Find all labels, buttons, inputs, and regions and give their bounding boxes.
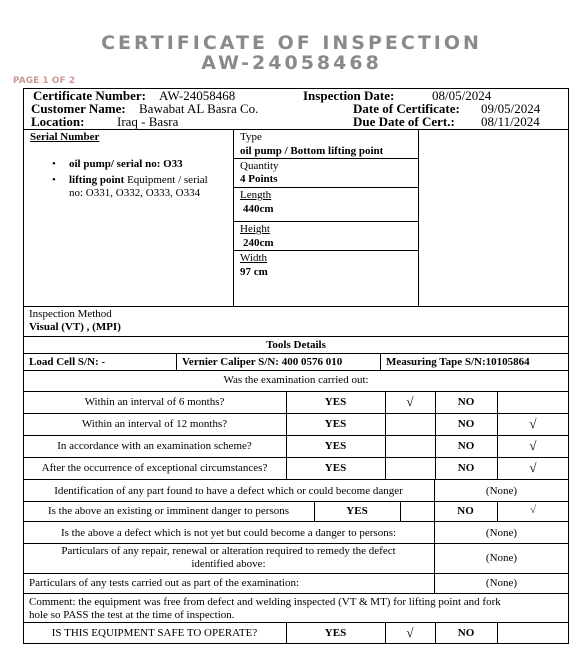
customer-name-label: Customer Name: xyxy=(31,101,126,116)
tools-header: Tools Details xyxy=(266,339,326,351)
tests-value: (None) xyxy=(485,577,518,589)
width-label: Width xyxy=(240,252,268,264)
height-label: Height xyxy=(240,223,270,235)
exam-yes-label: YES xyxy=(324,396,347,408)
date-of-certificate-label: Date of Certificate: xyxy=(353,101,460,116)
length-label: Length xyxy=(240,189,272,201)
comment-text-continued: hole so PASS the test at the time of inspection. xyxy=(29,609,235,621)
type-value: oil pump / Bottom lifting point xyxy=(240,145,384,157)
inspection-date-value: 08/05/2024 xyxy=(432,88,492,103)
exam-row-label: Within an interval of 12 months? xyxy=(81,418,228,430)
quantity-value: 4 Points xyxy=(240,173,278,185)
repair-label: Particulars of any repair, renewal or alteration required to remedy the defect xyxy=(61,545,396,557)
due-date-value: 08/11/2024 xyxy=(481,114,540,129)
exam-yes-label: YES xyxy=(324,440,347,452)
exam-yes-label: YES xyxy=(324,418,347,430)
tests-label: Particulars of any tests carried out as part of the examination: xyxy=(29,577,300,589)
serial-list xyxy=(50,158,208,200)
safe-yes-label: YES xyxy=(324,627,347,639)
certificate-number-title: AW-24058468 xyxy=(201,52,382,74)
exam-row-label: Within an interval of 6 months? xyxy=(84,396,225,408)
serial-number-header: Serial Number xyxy=(30,131,100,143)
exam-no-label: NO xyxy=(457,396,475,408)
imminent-yes-label: YES xyxy=(346,505,368,517)
inspection-method-label: Inspection Method xyxy=(29,308,112,320)
certificate-number-value: AW-24058468 xyxy=(159,88,236,103)
comment-text: Comment: the equipment was free from defect and welding inspected (VT & MT) for lifting point and fork xyxy=(29,596,501,608)
safe-to-operate-label: IS THIS EQUIPMENT SAFE TO OPERATE? xyxy=(51,627,258,639)
customer-name-value: Bawabat AL Basra Co. xyxy=(139,101,259,116)
exam-no-label: NO xyxy=(457,418,475,430)
safe-no-label: NO xyxy=(457,627,475,639)
defect-identification-label: Identification of any part found to have a defect which or could become danger xyxy=(54,485,403,497)
safe-yes-check: √ xyxy=(406,625,414,640)
serial-item: • oil pump/ serial no: O33 xyxy=(50,158,208,171)
width-value: 97 cm xyxy=(240,266,268,278)
exam-no-check: √ xyxy=(529,460,537,475)
location-value: Iraq - Basra xyxy=(117,114,179,129)
location-label: Location: xyxy=(31,114,85,129)
length-value: 440cm xyxy=(243,203,274,215)
exam-no-label: NO xyxy=(457,462,475,474)
load-cell: Load Cell S/N: - xyxy=(29,356,106,368)
exam-no-check: √ xyxy=(529,438,537,453)
repair-label-continued: identified above: xyxy=(191,558,266,570)
type-label: Type xyxy=(240,131,262,143)
future-danger-value: (None) xyxy=(485,527,518,539)
certificate-number-label: Certificate Number: xyxy=(33,88,146,103)
serial-item: • lifting point Equipment / serial xyxy=(50,174,208,187)
inspection-method-value: Visual (VT) , (MPI) xyxy=(29,321,121,333)
imminent-no-check: √ xyxy=(529,504,537,516)
exam-yes-label: YES xyxy=(324,462,347,474)
due-date-label: Due Date of Cert.: xyxy=(353,114,455,129)
date-of-certificate-value: 09/05/2024 xyxy=(481,101,541,116)
defect-identification-value: (None) xyxy=(485,485,518,497)
exam-no-check: √ xyxy=(529,416,537,431)
vernier-caliper: Vernier Caliper S/N: 400 0576 010 xyxy=(182,356,343,368)
height-value: 240cm xyxy=(243,237,274,249)
examination-question: Was the examination carried out: xyxy=(223,374,369,386)
quantity-label: Quantity xyxy=(240,160,279,172)
serial-item-continued: no: O331, O332, O333, O334 xyxy=(69,187,201,199)
exam-no-label: NO xyxy=(457,440,475,452)
imminent-no-label: NO xyxy=(457,505,474,517)
exam-row-label: After the occurrence of exceptional circumstances? xyxy=(41,462,268,474)
certificate-title: CERTIFICATE OF INSPECTION xyxy=(101,32,482,54)
repair-value: (None) xyxy=(485,552,518,564)
inspection-date-label: Inspection Date: xyxy=(303,88,395,103)
page-label: PAGE 1 OF 2 xyxy=(13,76,75,86)
measuring-tape: Measuring Tape S/N:10105864 xyxy=(386,356,530,368)
exam-row-label: In accordance with an examination scheme? xyxy=(57,440,252,452)
future-danger-label: Is the above a defect which is not yet but could become a danger to persons: xyxy=(60,527,397,539)
imminent-danger-label: Is the above an existing or imminent danger to persons xyxy=(47,505,290,517)
exam-yes-check: √ xyxy=(406,394,414,409)
